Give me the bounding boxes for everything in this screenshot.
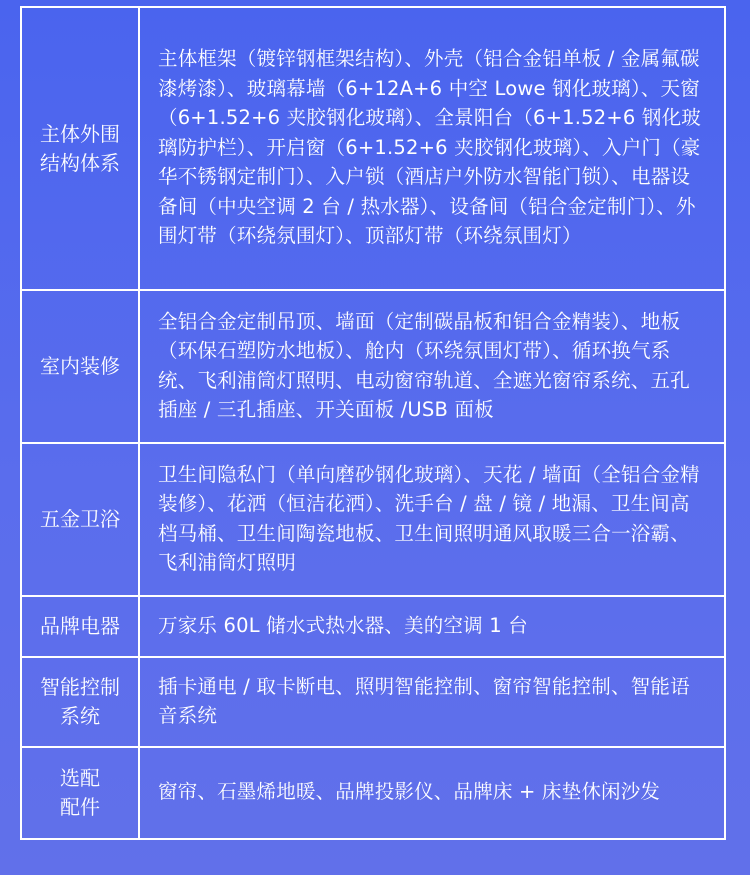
- row-category: 五金卫浴: [40, 507, 120, 531]
- row-category-cell: [21, 7, 139, 290]
- row-category-cell: [21, 596, 139, 657]
- row-content: 全铝合金定制吊顶、墙面（定制碳晶板和铝合金精装）、地板（环保石塑防水地板）、舱内（环绕氛围灯带）、循环换气系统、飞利浦筒灯照明、电动窗帘轨道、全遮光窗帘系统、五孔插座 / 三孔插座、开关面板 /USB 面板: [139, 290, 725, 443]
- row-content: 插卡通电 / 取卡断电、照明智能控制、窗帘智能控制、智能语音系统: [139, 657, 725, 747]
- table-row: [21, 443, 725, 596]
- table-row: [21, 7, 725, 290]
- row-content: 万家乐 60L 储水式热水器、美的空调 1 台: [139, 596, 725, 657]
- row-category: 品牌电器: [40, 614, 120, 638]
- spec-table: [20, 6, 726, 840]
- row-category-cell: [21, 657, 139, 747]
- row-content: 窗帘、石墨烯地暖、品牌投影仪、品牌床 + 床垫休闲沙发: [139, 747, 725, 839]
- table-row: [21, 747, 725, 839]
- row-category-cell: [21, 747, 139, 839]
- table-row: [21, 290, 725, 443]
- row-category: 主体外围结构体系: [40, 121, 120, 175]
- row-category: 选配配件: [60, 766, 100, 819]
- table-row: [21, 657, 725, 747]
- table-row: [21, 596, 725, 657]
- row-category-cell: [21, 443, 139, 596]
- row-category: 室内装修: [40, 354, 120, 378]
- row-content: 主体框架（镀锌钢框架结构）、外壳（铝合金铝单板 / 金属氟碳漆烤漆）、玻璃幕墙（6+12A+6 中空 Lowe 钢化玻璃）、天窗（6+1.52+6 夹胶钢化玻璃）、全景阳台（6+1.52+6 钢化玻璃防护栏）、开启窗（6+1.52+6 夹胶钢化玻璃）、入户门（豪华不锈钢定制门）、入户锁（酒店户外防水智能门锁）、电器设备间（中央空调 2 台 / 热水器）、设备间（铝合金定制门）、外围灯带（环绕氛围灯）、顶部灯带（环绕氛围灯）: [139, 7, 725, 290]
- row-category: 智能控制系统: [40, 675, 120, 728]
- row-content: 卫生间隐私门（单向磨砂钢化玻璃）、天花 / 墙面（全铝合金精装修）、花洒（恒洁花洒）、洗手台 / 盘 / 镜 / 地漏、卫生间高档马桶、卫生间陶瓷地板、卫生间照明通风取暖三合一浴霸、飞利浦筒灯照明: [139, 443, 725, 596]
- row-category-cell: [21, 290, 139, 443]
